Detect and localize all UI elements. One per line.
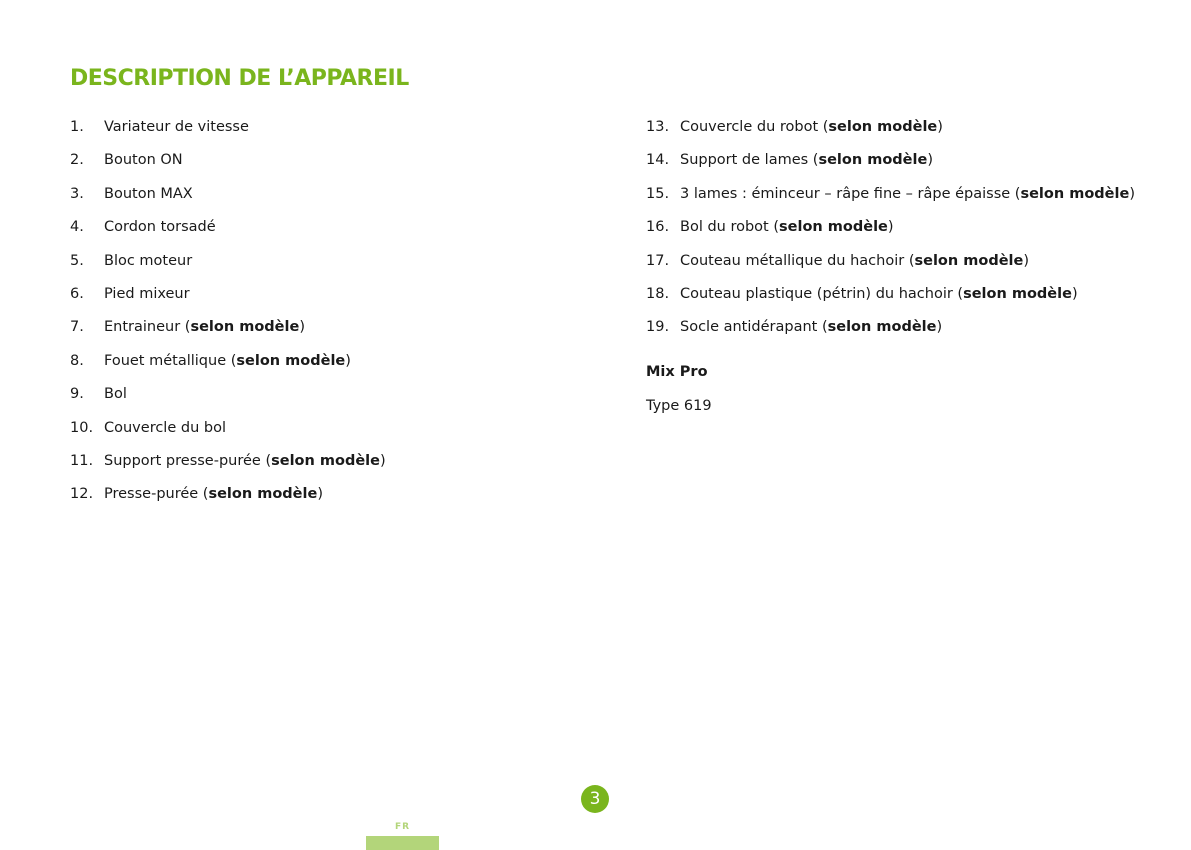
list-item	[70, 150, 590, 183]
item-text-close: )	[1071, 285, 1078, 302]
list-item	[70, 351, 590, 384]
item-text-close: )	[1023, 252, 1030, 269]
item-text-close: )	[927, 152, 933, 169]
list-item	[70, 184, 590, 217]
model-note: selon modèle	[828, 119, 938, 135]
list-item	[70, 384, 590, 417]
item-text: Bouton ON	[104, 152, 183, 169]
item-number: 5.	[70, 252, 84, 269]
item-text: Bol	[104, 386, 127, 403]
item-text-close: )	[299, 319, 305, 336]
model-note: selon modèle	[779, 219, 888, 236]
list-item	[646, 284, 1166, 317]
item-text-close: )	[937, 119, 943, 135]
item-text: Bouton MAX	[104, 185, 193, 202]
item-text-close: )	[317, 486, 323, 503]
list-item	[646, 117, 1166, 150]
item-number: 6.	[70, 285, 84, 302]
model-note: selon modèle	[963, 285, 1072, 302]
item-text	[104, 484, 323, 517]
item-text	[104, 451, 386, 484]
item-number: 17.	[646, 252, 670, 269]
item-text	[680, 284, 1078, 317]
list-item	[70, 284, 590, 317]
item-text-plain: Couteau plastique (pétrin) du hachoir (	[680, 285, 964, 302]
model-note: selon modèle	[1020, 185, 1130, 202]
item-number: 4.	[70, 219, 84, 236]
item-text-plain: Socle antidérapant (	[680, 319, 828, 336]
model-note: selon modèle	[208, 486, 318, 503]
model-note: selon modèle	[271, 452, 380, 469]
list-item	[646, 217, 1166, 250]
item-text-close: )	[379, 452, 386, 469]
list-item	[646, 317, 1166, 350]
model-name: Mix Pro	[646, 364, 708, 380]
item-text: Cordon torsadé	[104, 219, 216, 236]
item-text-close: )	[936, 319, 943, 336]
model-note: selon modèle	[190, 319, 300, 336]
item-text	[680, 150, 933, 183]
item-number: 12.	[70, 486, 94, 503]
model-type: Type 619	[646, 398, 712, 414]
model-note: selon modèle	[818, 152, 928, 169]
page-title: DESCRIPTION DE L’APPAREIL	[70, 66, 409, 91]
list-item	[70, 451, 590, 484]
item-text	[680, 217, 894, 250]
item-text-close: )	[887, 219, 894, 236]
item-text	[680, 184, 1135, 217]
item-number: 11.	[70, 452, 94, 469]
item-text-plain: Entraineur (	[104, 319, 191, 336]
language-tab-bar	[366, 836, 439, 850]
item-text-plain: Fouet métallique (	[104, 352, 237, 369]
item-number: 8.	[70, 352, 84, 369]
item-number: 19.	[646, 319, 670, 336]
item-number: 7.	[70, 319, 84, 336]
item-text-close: )	[1129, 185, 1135, 202]
item-text	[680, 317, 942, 350]
list-item	[70, 117, 590, 150]
item-text	[680, 117, 943, 150]
item-text-plain: Support de lames (	[680, 152, 819, 169]
item-text-plain: 3 lames : éminceur – râpe fine – râpe épaisse (	[680, 185, 1021, 202]
item-number: 14.	[646, 152, 670, 169]
model-note: selon modèle	[236, 352, 346, 369]
page-number-badge: 3	[581, 785, 609, 813]
list-item	[70, 217, 590, 250]
item-text-plain: Couvercle du robot (	[680, 119, 829, 135]
item-number: 1.	[70, 119, 84, 135]
list-item	[70, 317, 590, 350]
item-number: 15.	[646, 185, 670, 202]
item-text: Bloc moteur	[104, 252, 193, 269]
parts-list-left	[70, 117, 590, 518]
parts-list-right	[646, 117, 1166, 351]
model-note: selon modèle	[827, 319, 937, 336]
list-item	[646, 184, 1166, 217]
item-number: 3.	[70, 185, 84, 202]
item-text-plain: Bol du robot (	[680, 219, 780, 236]
item-text: Pied mixeur	[104, 285, 190, 302]
list-item	[646, 251, 1166, 284]
list-item	[70, 251, 590, 284]
model-note: selon modèle	[914, 252, 1024, 269]
item-text: Variateur de vitesse	[104, 119, 249, 135]
item-number: 18.	[646, 285, 670, 302]
item-text: Couvercle du bol	[104, 419, 226, 436]
item-text-plain: Couteau métallique du hachoir (	[680, 252, 915, 269]
item-number: 13.	[646, 119, 670, 135]
item-text-close: )	[345, 352, 351, 369]
item-number: 2.	[70, 152, 84, 169]
list-item	[646, 150, 1166, 183]
language-label: FR	[394, 822, 411, 832]
item-text	[680, 251, 1029, 284]
item-number: 16.	[646, 219, 670, 236]
item-text-plain: Support presse-purée (	[104, 452, 272, 469]
list-item	[70, 418, 590, 451]
item-text-plain: Presse-purée (	[104, 486, 209, 503]
item-number: 10.	[70, 419, 94, 436]
item-text	[104, 317, 305, 350]
item-number: 9.	[70, 386, 84, 403]
item-text	[104, 351, 351, 384]
list-item	[70, 484, 590, 517]
